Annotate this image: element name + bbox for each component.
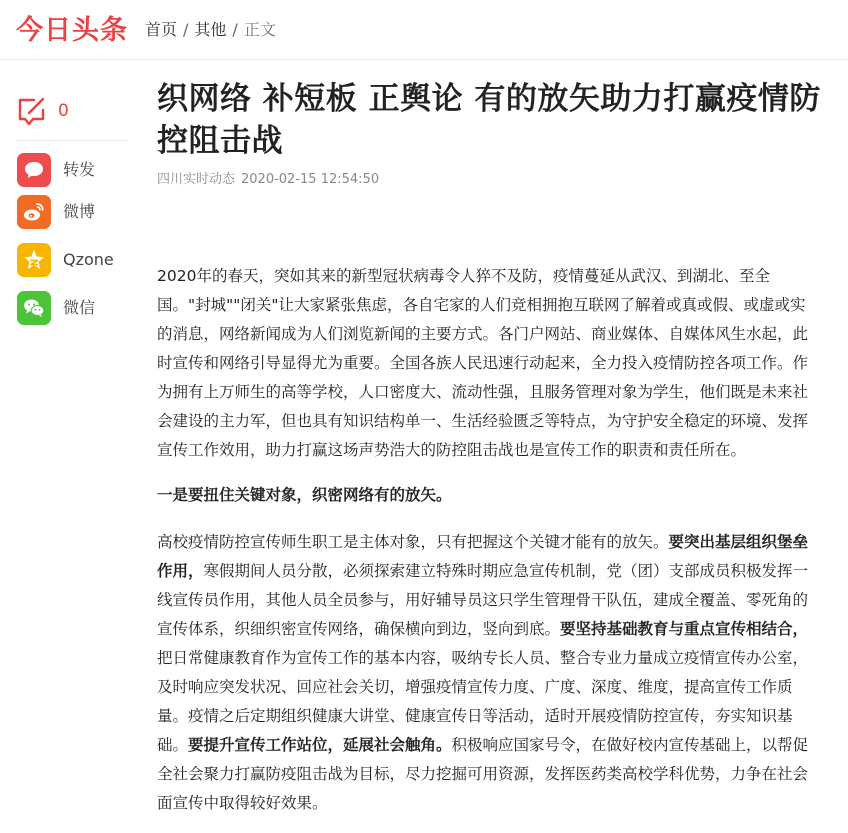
article-paragraph-1: 2020年的春天，突如其来的新型冠状病毒令人猝不及防，疫情蔓延从武汉、到湖北、至全国。"封城""闭关"让大家紧张焦虑，各自宅家的人们竞相拥抱互联网了解着或真或假、或虚或实的消息，网络新闻成为人们浏览新闻的主要方式。各门户网站、商业媒体、自媒体风生水起，此时宣传和网络引导显得尤为重要。全国各族人民迅速行动起来，全力投入疫情防控各项工作。作为拥有上万师生的高等学校，人口密度大、流动性强，且服务管理对象为学生，他们既是未来社会建设的主力军，但也具有知识结构单一、生活经验匮乏等特点，为守护安全稳定的环境、发挥宣传工作效用，助力打赢这场声势浩大的防控阻击战也是宣传工作的职责和责任所在。: [157, 267, 809, 459]
breadcrumb-home-link[interactable]: 首页: [145, 20, 178, 39]
article-paragraph-2: [157, 528, 821, 818]
share-weibo-button[interactable]: [17, 195, 128, 229]
breadcrumb-separator: /: [183, 20, 189, 39]
paragraph-text: 把日常健康教育作为宣传工作的基本内容，吸纳专长人员、整合专业力量成立疫情宣传办公室，及时响应突发状况、回应社会关切，增强疫情宣传力度、广度、深度、维度，提高宣传工作质量。疫情之后定期组织健康大讲堂、健康宣传日等活动，适时开展疫情防控宣传，夯实知识基础。: [157, 649, 809, 754]
article-title: 织网络 补短板 正舆论 有的放矢助力打赢疫情防控阻击战: [157, 81, 821, 159]
qzone-icon: [17, 243, 51, 277]
article-subheading: 一是要扭住关键对象，织密网络有的放矢。: [157, 486, 452, 504]
breadcrumb-separator: /: [232, 20, 238, 39]
share-repost-button[interactable]: [17, 153, 128, 187]
article-source[interactable]: 四川实时动态: [157, 172, 236, 187]
weibo-icon: [17, 195, 51, 229]
share-weibo-label: 微博: [63, 202, 96, 221]
paragraph-text: 积极响应国家号令，在做好校内宣传基础上，以帮促全社会聚力打赢防疫阻击战为目标，尽力挖掘可用资源，发挥医药类高校学科优势，力争在社会面宣传中取得较好效果。: [157, 736, 809, 812]
breadcrumb: [145, 20, 276, 40]
paragraph-bold-text: 要坚持基础教育与重点宣传相结合，: [560, 620, 809, 638]
toutiao-logo[interactable]: 今日头条: [16, 15, 128, 46]
paragraph-bold-text: 要突出基层组织堡垒作用，: [157, 533, 809, 580]
article: [157, 78, 821, 818]
share-repost-label: 转发: [63, 160, 96, 179]
article-time: 2020-02-15 12:54:50: [241, 172, 380, 187]
paragraph-text: 高校疫情防控宣传师生职工是主体对象，只有把握这个关键才能有的放矢。: [157, 533, 669, 551]
article-meta: [157, 172, 821, 188]
share-sidebar: [0, 60, 128, 833]
comment-edit-icon: [16, 95, 48, 127]
breadcrumb-other-link[interactable]: 其他: [194, 20, 227, 39]
sidebar-divider: [16, 140, 128, 141]
paragraph-text: 寒假期间人员分散，必须探索建立特殊时期应急宣传机制，党（团）支部成员积极发挥一线宣传员作用，其他人员全员参与，用好辅导员这只学生管理骨干队伍，建成全覆盖、零死角的宣传体系，织细织密宣传网络，确保横向到边，竖向到底。: [157, 562, 809, 638]
top-header: [0, 0, 848, 60]
comment-button[interactable]: [16, 93, 128, 129]
repost-icon: [17, 153, 51, 187]
paragraph-bold-text: 要提升宣传工作站位，延展社会触角。: [188, 736, 452, 754]
share-qzone-label: Qzone: [63, 250, 114, 269]
share-wechat-label: 微信: [63, 298, 96, 317]
share-wechat-button[interactable]: [17, 291, 128, 325]
wechat-icon: [17, 291, 51, 325]
breadcrumb-current: 正文: [243, 20, 276, 39]
share-qzone-button[interactable]: [17, 243, 128, 277]
comment-count: 0: [58, 101, 69, 121]
